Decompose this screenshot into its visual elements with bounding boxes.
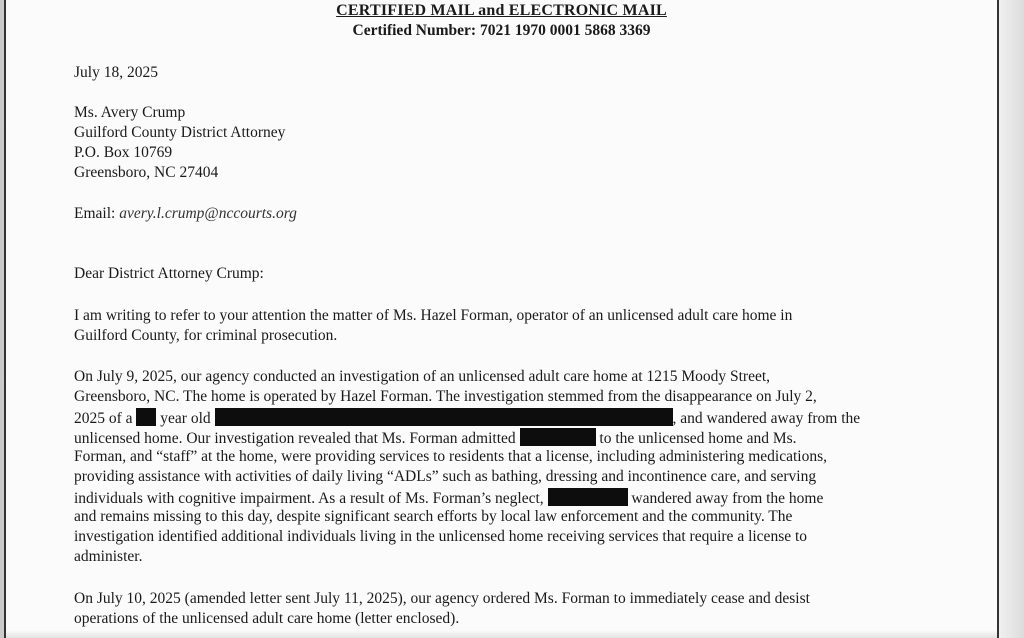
paragraph-2-line-9: investigation identified additional individuals living in the unlicensed home receiving services that require a license to bbox=[74, 528, 808, 545]
paragraph-2-line-3 bbox=[74, 408, 860, 428]
text-fragment: , and wandered away from the bbox=[672, 410, 861, 427]
recipient-title: Guilford County District Attorney bbox=[74, 124, 286, 141]
paragraph-2-line-2: Greensboro, NC. The home is operated by Hazel Forman. The investigation stemmed from the disappearance on July 2, bbox=[74, 388, 817, 405]
paragraph-1-line-2: Guilford County, for criminal prosecution. bbox=[74, 327, 338, 344]
paragraph-2-line-10: administer. bbox=[74, 548, 143, 565]
text-fragment: individuals with cognitive impairment. As a result of Ms. Forman’s neglect, bbox=[74, 490, 544, 507]
text-fragment: year old bbox=[160, 410, 211, 427]
paragraph-1-line-1: I am writing to refer to your attention the matter of Ms. Hazel Forman, operator of an unlicensed adult care home in bbox=[74, 307, 793, 324]
certified-mail-heading: CERTIFIED MAIL and ELECTRONIC MAIL bbox=[336, 2, 667, 19]
text-fragment: to the unlicensed home and Ms. bbox=[599, 430, 797, 447]
paragraph-2-line-1: On July 9, 2025, our agency conducted an investigation of an unlicensed adult care home at 1215 Moody Street, bbox=[74, 368, 771, 385]
page-bottom-shadow bbox=[6, 630, 997, 638]
email-label: Email: bbox=[74, 205, 116, 222]
salutation: Dear District Attorney Crump: bbox=[74, 265, 264, 282]
redaction-block bbox=[548, 488, 628, 506]
recipient-city: Greensboro, NC 27404 bbox=[74, 164, 219, 181]
text-fragment: unlicensed home. Our investigation revealed that Ms. Forman admitted bbox=[74, 430, 516, 447]
paragraph-2-line-5: Forman, and “staff” at the home, were providing services to residents that a license, including administering medications, bbox=[74, 448, 827, 465]
redaction-block bbox=[136, 408, 156, 426]
letter-page bbox=[4, 0, 999, 638]
paragraph-2-line-8: and remains missing to this day, despite significant search efforts by local law enforcement and the community. The bbox=[74, 508, 793, 525]
certified-number: Certified Number: 7021 1970 0001 5868 3369 bbox=[352, 22, 651, 39]
recipient-name: Ms. Avery Crump bbox=[74, 104, 186, 121]
email-line bbox=[74, 205, 297, 223]
letter-date: July 18, 2025 bbox=[74, 64, 158, 81]
paragraph-2-line-4 bbox=[74, 428, 797, 448]
paragraph-3-line-2: operations of the unlicensed adult care home (letter enclosed). bbox=[74, 610, 460, 627]
paragraph-2-line-7 bbox=[74, 488, 823, 508]
redaction-block bbox=[520, 428, 596, 446]
redaction-block bbox=[215, 408, 673, 426]
email-address: avery.l.crump@nccourts.org bbox=[119, 205, 297, 222]
text-fragment: 2025 of a bbox=[74, 410, 133, 427]
recipient-po-box: P.O. Box 10769 bbox=[74, 144, 173, 161]
paragraph-3-line-1: On July 10, 2025 (amended letter sent July 11, 2025), our agency ordered Ms. Forman to immediately cease and desist bbox=[74, 590, 810, 607]
text-fragment: wandered away from the home bbox=[631, 490, 824, 507]
paragraph-2-line-6: providing assistance with activities of daily living “ADLs” such as bathing, dressing and incontinence care, and serving bbox=[74, 468, 817, 485]
